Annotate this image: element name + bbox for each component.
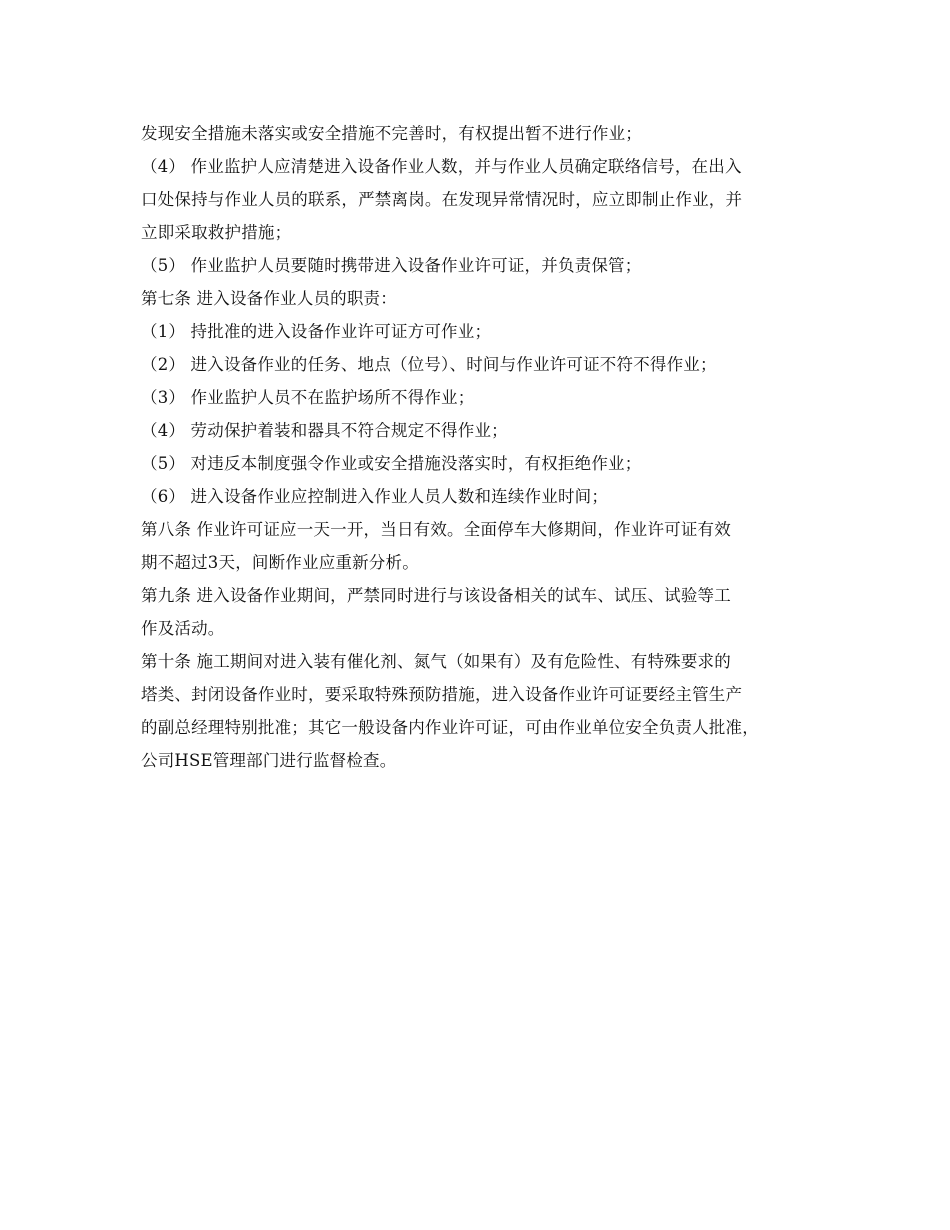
text-line: （3） 作业监护人员不在监护场所不得作业； (141, 388, 475, 407)
section-heading-article-10: 第十条 施工期间对进入装有催化剂、氮气（如果有）及有危险性、有特殊要求的 (141, 652, 731, 671)
section-heading-article-8: 第八条 作业许可证应一天一开，当日有效。全面停车大修期间，作业许可证有效 (141, 520, 731, 539)
text-line: 公司HSE管理部门进行监督检查。 (141, 751, 397, 770)
text-line: 塔类、封闭设备作业时，要采取特殊预防措施，进入设备作业许可证要经主管生产 (141, 685, 743, 704)
text-line: （1） 持批准的进入设备作业许可证方可作业； (141, 322, 492, 341)
text-line: 口处保持与作业人员的联系，严禁离岗。在发现异常情况时，应立即制止作业，并 (141, 190, 743, 209)
text-line: 发现安全措施未落实或安全措施不完善时，有权提出暂不进行作业； (141, 124, 642, 143)
text-line: 立即采取救护措施； (141, 223, 292, 242)
section-heading-article-7: 第七条 进入设备作业人员的职责： (141, 289, 397, 308)
document-body (141, 117, 831, 777)
text-line: （6） 进入设备作业应控制进入作业人员人数和连续作业时间； (141, 487, 609, 506)
text-line: （5） 对违反本制度强令作业或安全措施没落实时，有权拒绝作业； (141, 454, 642, 473)
text-line: （4） 劳动保护着装和器具不符合规定不得作业； (141, 421, 508, 440)
text-line: 的副总经理特别批准；其它一般设备内作业许可证，可由作业单位安全负责人批准， (141, 718, 759, 737)
section-heading-article-9: 第九条 进入设备作业期间，严禁同时进行与该设备相关的试车、试压、试验等工 (141, 586, 731, 605)
text-line: 期不超过3天，间断作业应重新分析。 (141, 553, 419, 572)
text-line: 作及活动。 (141, 619, 225, 638)
text-line: （5） 作业监护人员要随时携带进入设备作业许可证，并负责保管； (141, 256, 642, 275)
text-line: （4） 作业监护人应清楚进入设备作业人数，并与作业人员确定联络信号，在出入 (141, 157, 742, 176)
text-line: （2） 进入设备作业的任务、地点（位号）、时间与作业许可证不符不得作业； (141, 355, 717, 374)
